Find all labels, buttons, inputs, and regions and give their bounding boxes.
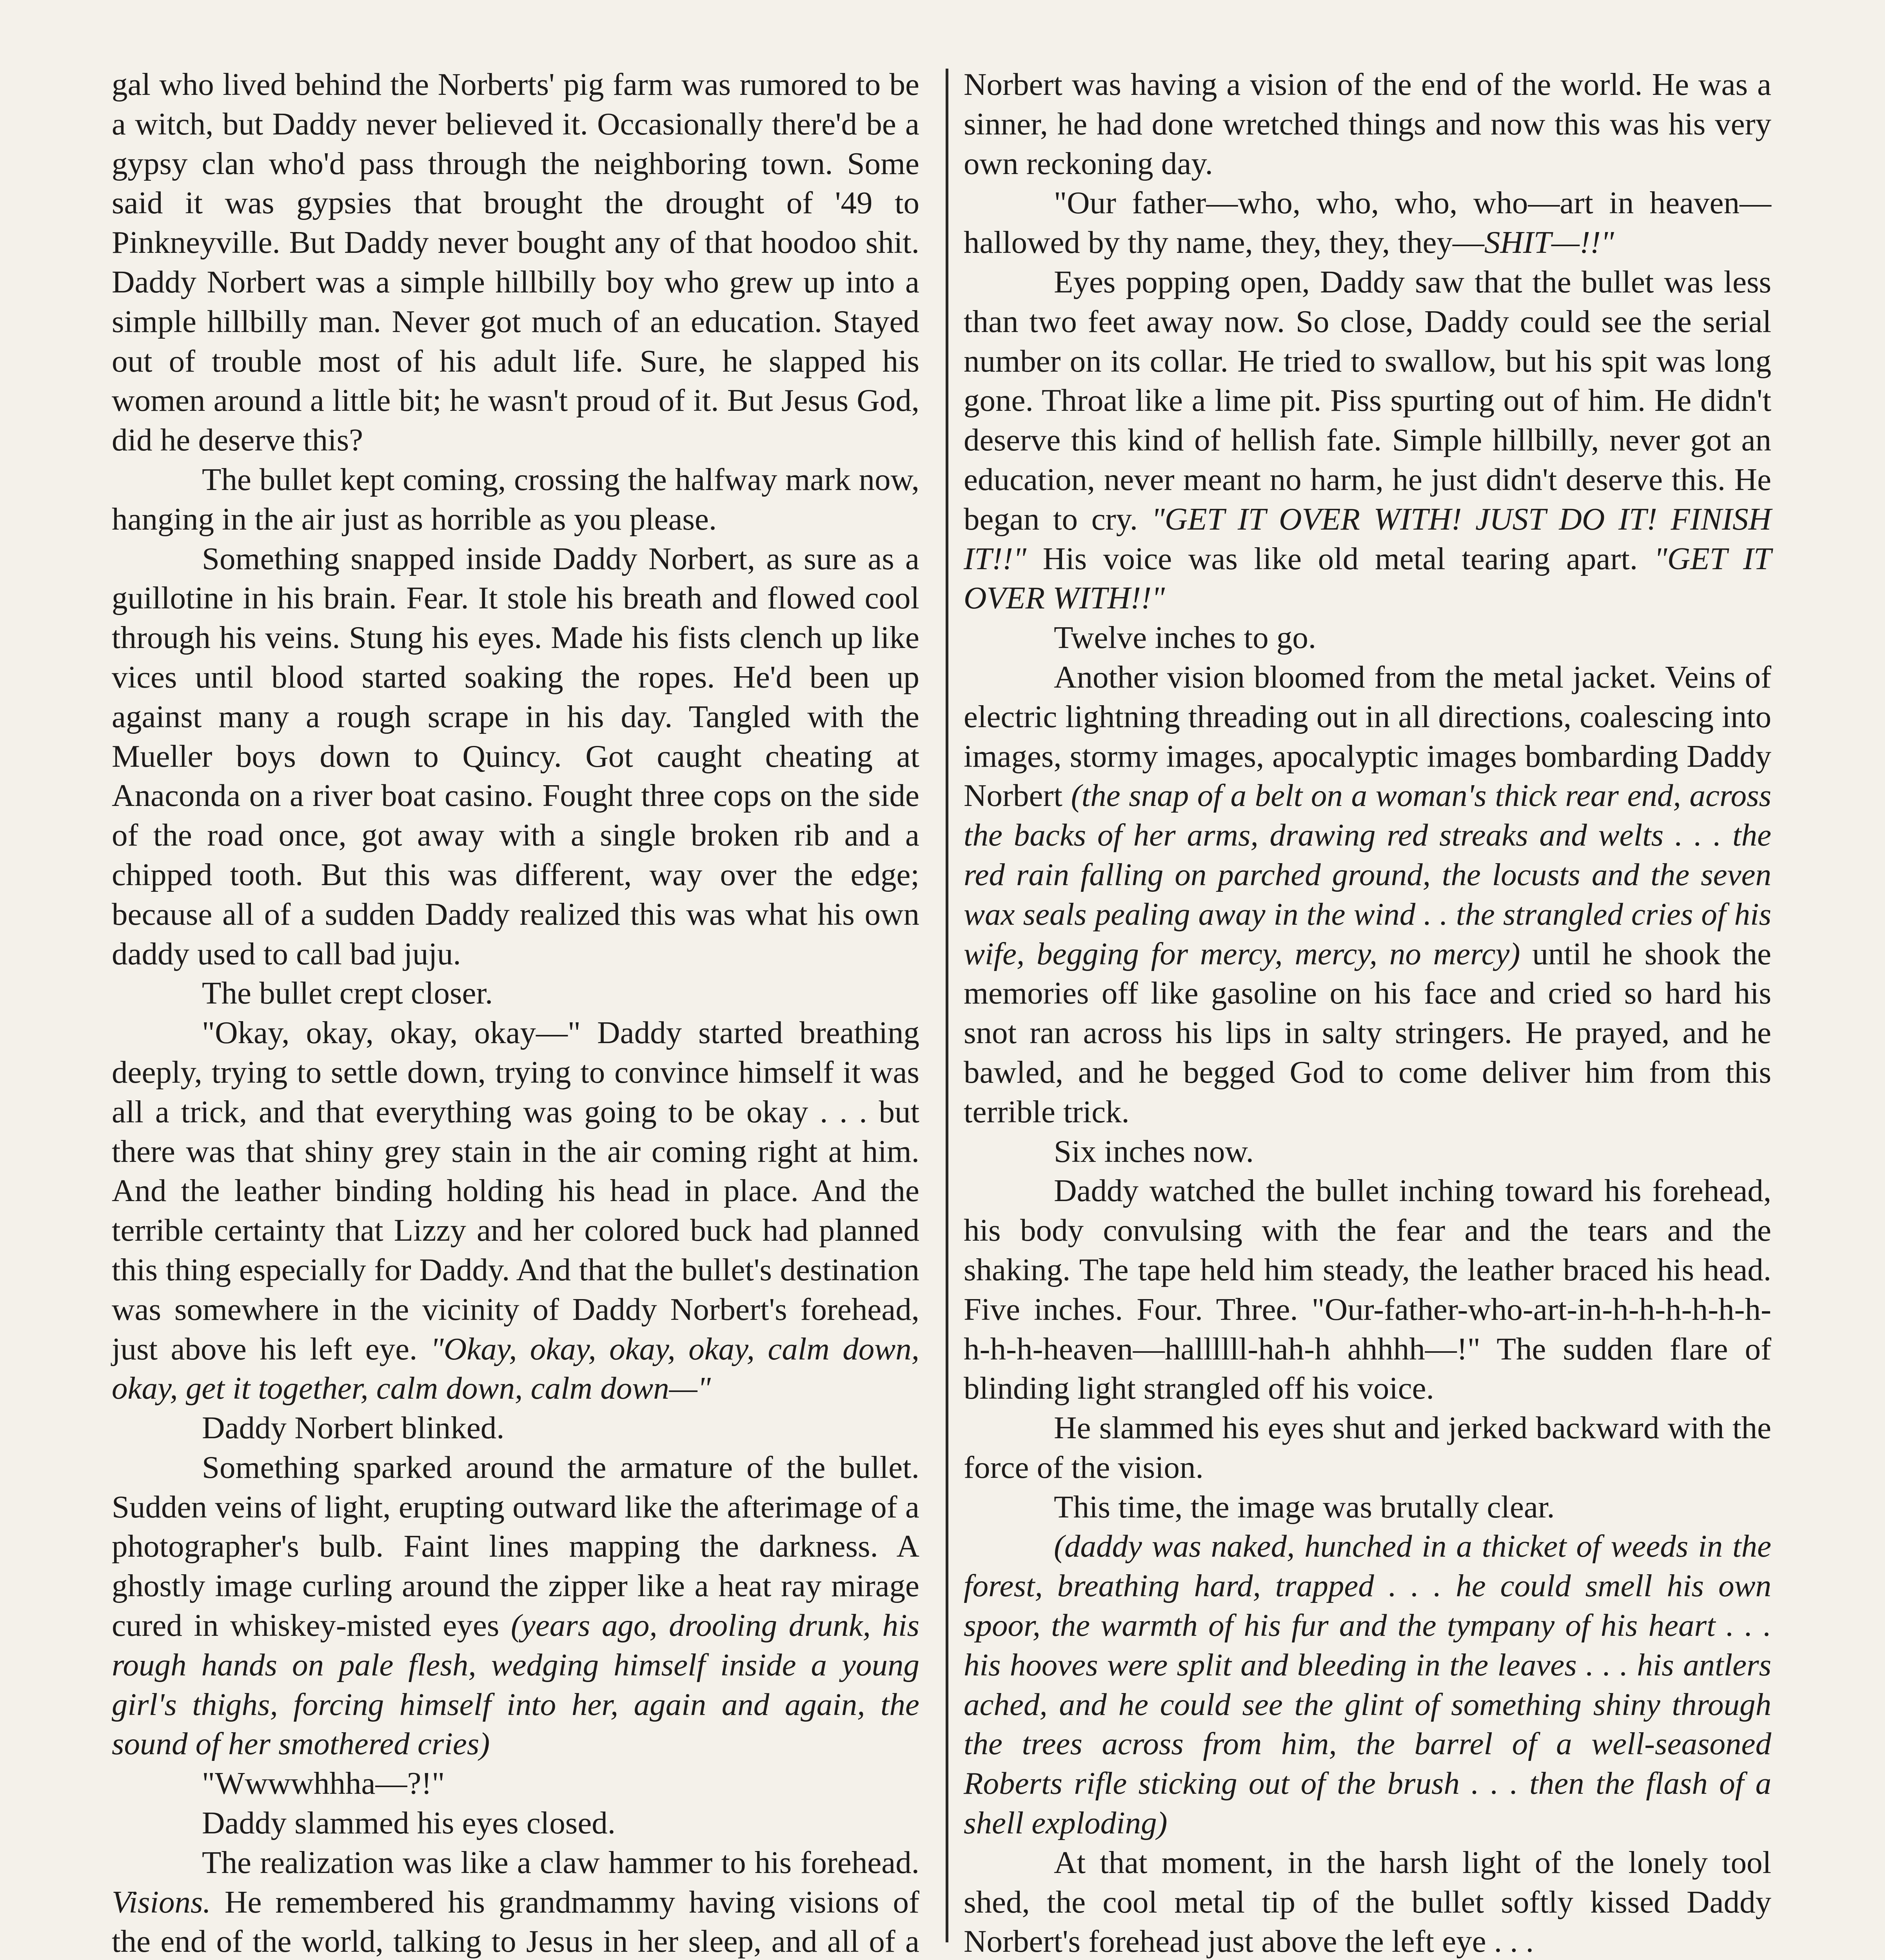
- paragraph: This time, the image was brutally clear.: [1054, 1489, 1555, 1524]
- paragraph: Something snapped inside Daddy Norbert, as sure as a guillotine in his brain. Fear. It stole his breath and flowed cool through his veins. Stung his eyes. Made his fists clench up like vices until blood started soaking the ropes. He'd been up against many a rough scrape in his day. Tangled with the Mueller boys down to Quincy. Got caught cheating at Anaconda on a river boat casino. Fought three cops on the side of the road once, got away with a single broken rib and a chipped tooth. But this was different, way over the edge; because all of a sudden Daddy realized this was what his own daddy used to call bad juju.: [112, 541, 919, 971]
- paragraph: The bullet crept closer.: [202, 975, 493, 1011]
- right-column: [964, 65, 1771, 1960]
- paragraph: The bullet kept coming, crossing the halfway mark now, hanging in the air just as horrible as you please.: [112, 461, 919, 537]
- paragraph: The realization was like a claw hammer to his forehead. Visions. He remembered his grandmammy having visions of the end of the world, talking to Jesus in her sleep, and all of a: [112, 1844, 920, 1959]
- paragraph: (daddy was naked, hunched in a thicket of weeds in the forest, breathing hard, trapped . . . he could smell his own spoor, the warmth of his fur and the tympany of his heart . . . his hooves were split and bleeding in the leaves . . . his antlers ached, and he could see the glint of something shiny through the trees across from him, the barrel of a well-seasoned Roberts rifle sticking out of the brush . . . then the flash of a shell exploding): [964, 1528, 1771, 1841]
- paragraph: "Wwwwhhha—?!": [202, 1766, 445, 1801]
- column-divider: [946, 69, 948, 1942]
- left-column: [112, 65, 919, 1960]
- paragraph: He slammed his eyes shut and jerked backward with the force of the vision.: [964, 1410, 1771, 1485]
- paragraph: Daddy Norbert blinked.: [202, 1410, 505, 1446]
- paragraph: Eyes popping open, Daddy saw that the bullet was less than two feet away now. So close, Daddy could see the serial number on its collar. He tried to swallow, but his spit was long gone. Throat like a lime pit. Piss spurting out of him. He didn't deserve this kind of hellish fate. Simple hillbilly, never got an education, never meant no harm, he just didn't deserve this. He began to cry. "GET IT OVER WITH! JUST DO IT! FINISH IT!!" His voice was like old metal tearing apart. "GET IT OVER WITH!!": [964, 264, 1772, 616]
- paragraph: "Our father—who, who, who, who—art in heaven—hallowed by thy name, they, they, they—SHIT—!!": [964, 185, 1771, 260]
- paragraph: Norbert was having a vision of the end of the world. He was a sinner, he had done wretched things and now this was his very own reckoning day.: [964, 67, 1771, 181]
- paragraph: Daddy watched the bullet inching toward his forehead, his body convulsing with the fear and the tears and the shaking. The tape held him steady, the leather braced his head. Five inches. Four. Three. "Our-father-who-art-in-h-h-h-h-h-h-h-h-h-heaven—hallllll-hah-h ahhhh—!" The sudden flare of blinding light strangled off his voice.: [964, 1173, 1771, 1406]
- paragraph: Another vision bloomed from the metal jacket. Veins of electric lightning threading out in all directions, coalescing into images, stormy images, apocalyptic images bombarding Daddy Norbert (the snap of a belt on a woman's thick rear end, across the backs of her arms, drawing red streaks and welts . . . the red rain falling on parched ground, the locusts and the seven wax seals pealing away in the wind . . the strangled cries of his wife, begging for mercy, mercy, no mercy) until he shook the memories off like gasoline on his face and cried so hard his snot ran across his lips in salty stringers. He prayed, and he bawled, and he begged God to come deliver him from this terrible trick.: [964, 659, 1771, 1129]
- paragraph: Daddy slammed his eyes closed.: [202, 1805, 616, 1841]
- paragraph: At that moment, in the harsh light of the lonely tool shed, the cool metal tip of the bullet softly kissed Daddy Norbert's forehead just above the left eye . . .: [964, 1844, 1771, 1959]
- paragraph: "Okay, okay, okay, okay—" Daddy started breathing deeply, trying to settle down, trying to convince himself it was all a trick, and that everything was going to be okay . . . but there was that shiny grey stain in the air coming right at him. And the leather binding holding his head in place. And the terrible certainty that Lizzy and her colored buck had planned this thing especially for Daddy. And that the bullet's destination was somewhere in the vicinity of Daddy Norbert's forehead, just above his left eye. "Okay, okay, okay, okay, calm down, okay, get it together, calm down, calm down—": [112, 1015, 919, 1406]
- paragraph: Six inches now.: [1054, 1133, 1254, 1169]
- paragraph: gal who lived behind the Norberts' pig farm was rumored to be a witch, but Daddy never believed it. Occasionally there'd be a gypsy clan who'd pass through the neighboring town. Some said it was gypsies that brought the drought of '49 to Pinkneyville. But Daddy never bought any of that hoodoo shit. Daddy Norbert was a simple hillbilly boy who grew up into a simple hillbilly man. Never got much of an education. Stayed out of trouble most of his adult life. Sure, he slapped his women around a little bit; he wasn't proud of it. But Jesus God, did he deserve this?: [112, 67, 919, 458]
- paragraph: Something sparked around the armature of the bullet. Sudden veins of light, erupting outward like the afterimage of a photographer's bulb. Faint lines mapping the darkness. A ghostly image curling around the zipper like a heat ray mirage cured in whiskey-misted eyes (years ago, drooling drunk, his rough hands on pale flesh, wedging himself inside a young girl's thighs, forcing himself into her, again and again, the sound of her smothered cries): [112, 1449, 920, 1762]
- paragraph: Twelve inches to go.: [1054, 620, 1317, 655]
